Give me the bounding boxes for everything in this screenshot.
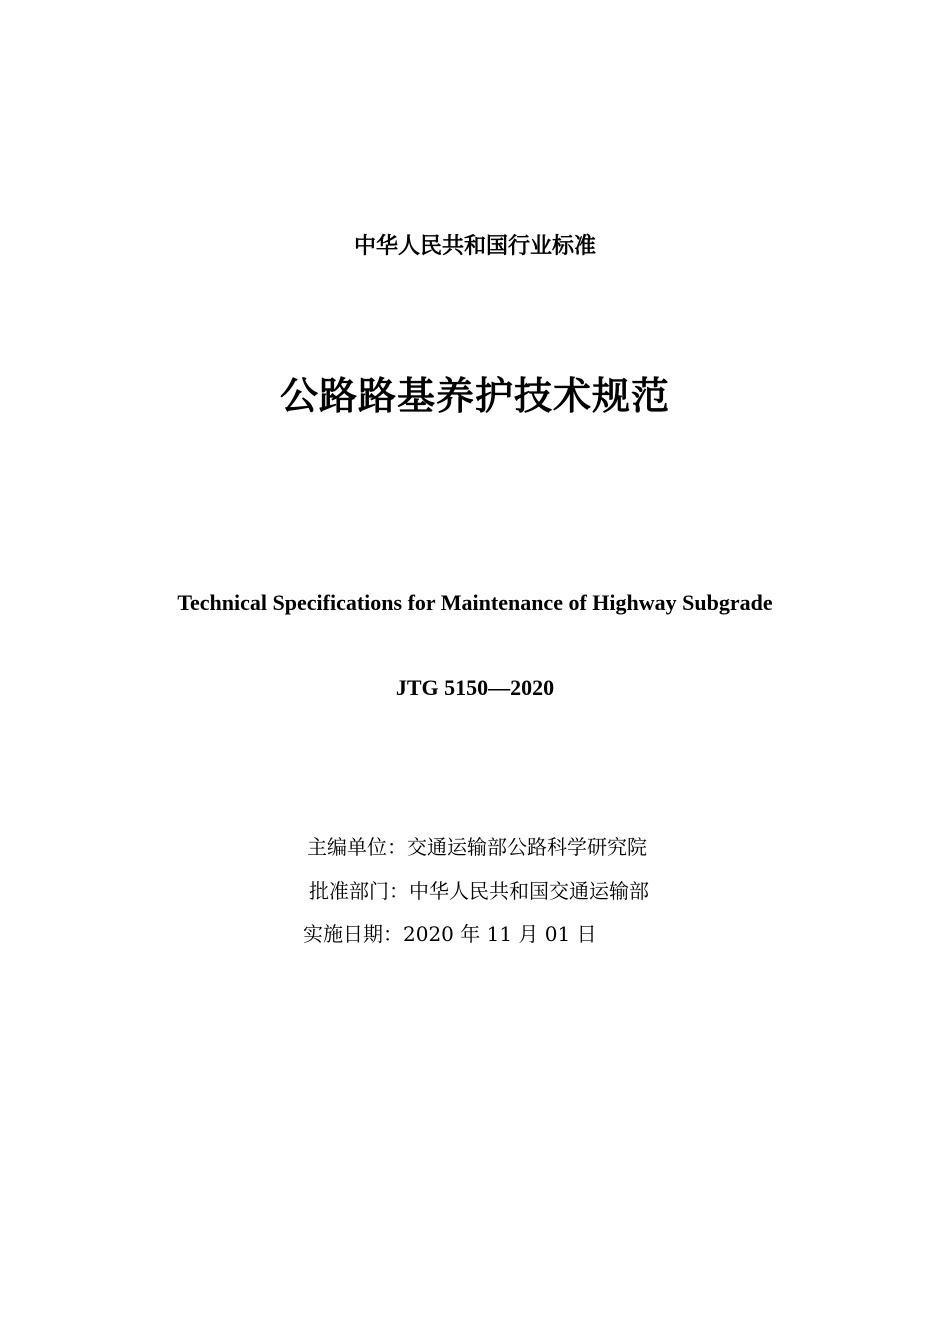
editor-unit-row	[307, 837, 647, 857]
title-chinese: 公路路基养护技术规范	[279, 374, 670, 418]
approval-dept-row	[309, 881, 649, 901]
editor-unit-label: 主编单位：	[307, 835, 407, 859]
effective-date-value: 2020 年 11 月 01 日	[403, 922, 597, 946]
title-english: Technical Specifications for Maintenance of Highway Subgrade	[177, 590, 773, 615]
effective-date-row	[303, 924, 597, 944]
editor-unit-value: 交通运输部公路科学研究院	[407, 835, 647, 859]
effective-date-label: 实施日期：	[303, 922, 403, 946]
standard-category: 中华人民共和国行业标准	[353, 234, 596, 259]
approval-dept-value: 中华人民共和国交通运输部	[409, 879, 649, 903]
standard-code: JTG 5150—2020	[395, 675, 555, 700]
approval-dept-label: 批准部门：	[309, 879, 409, 903]
